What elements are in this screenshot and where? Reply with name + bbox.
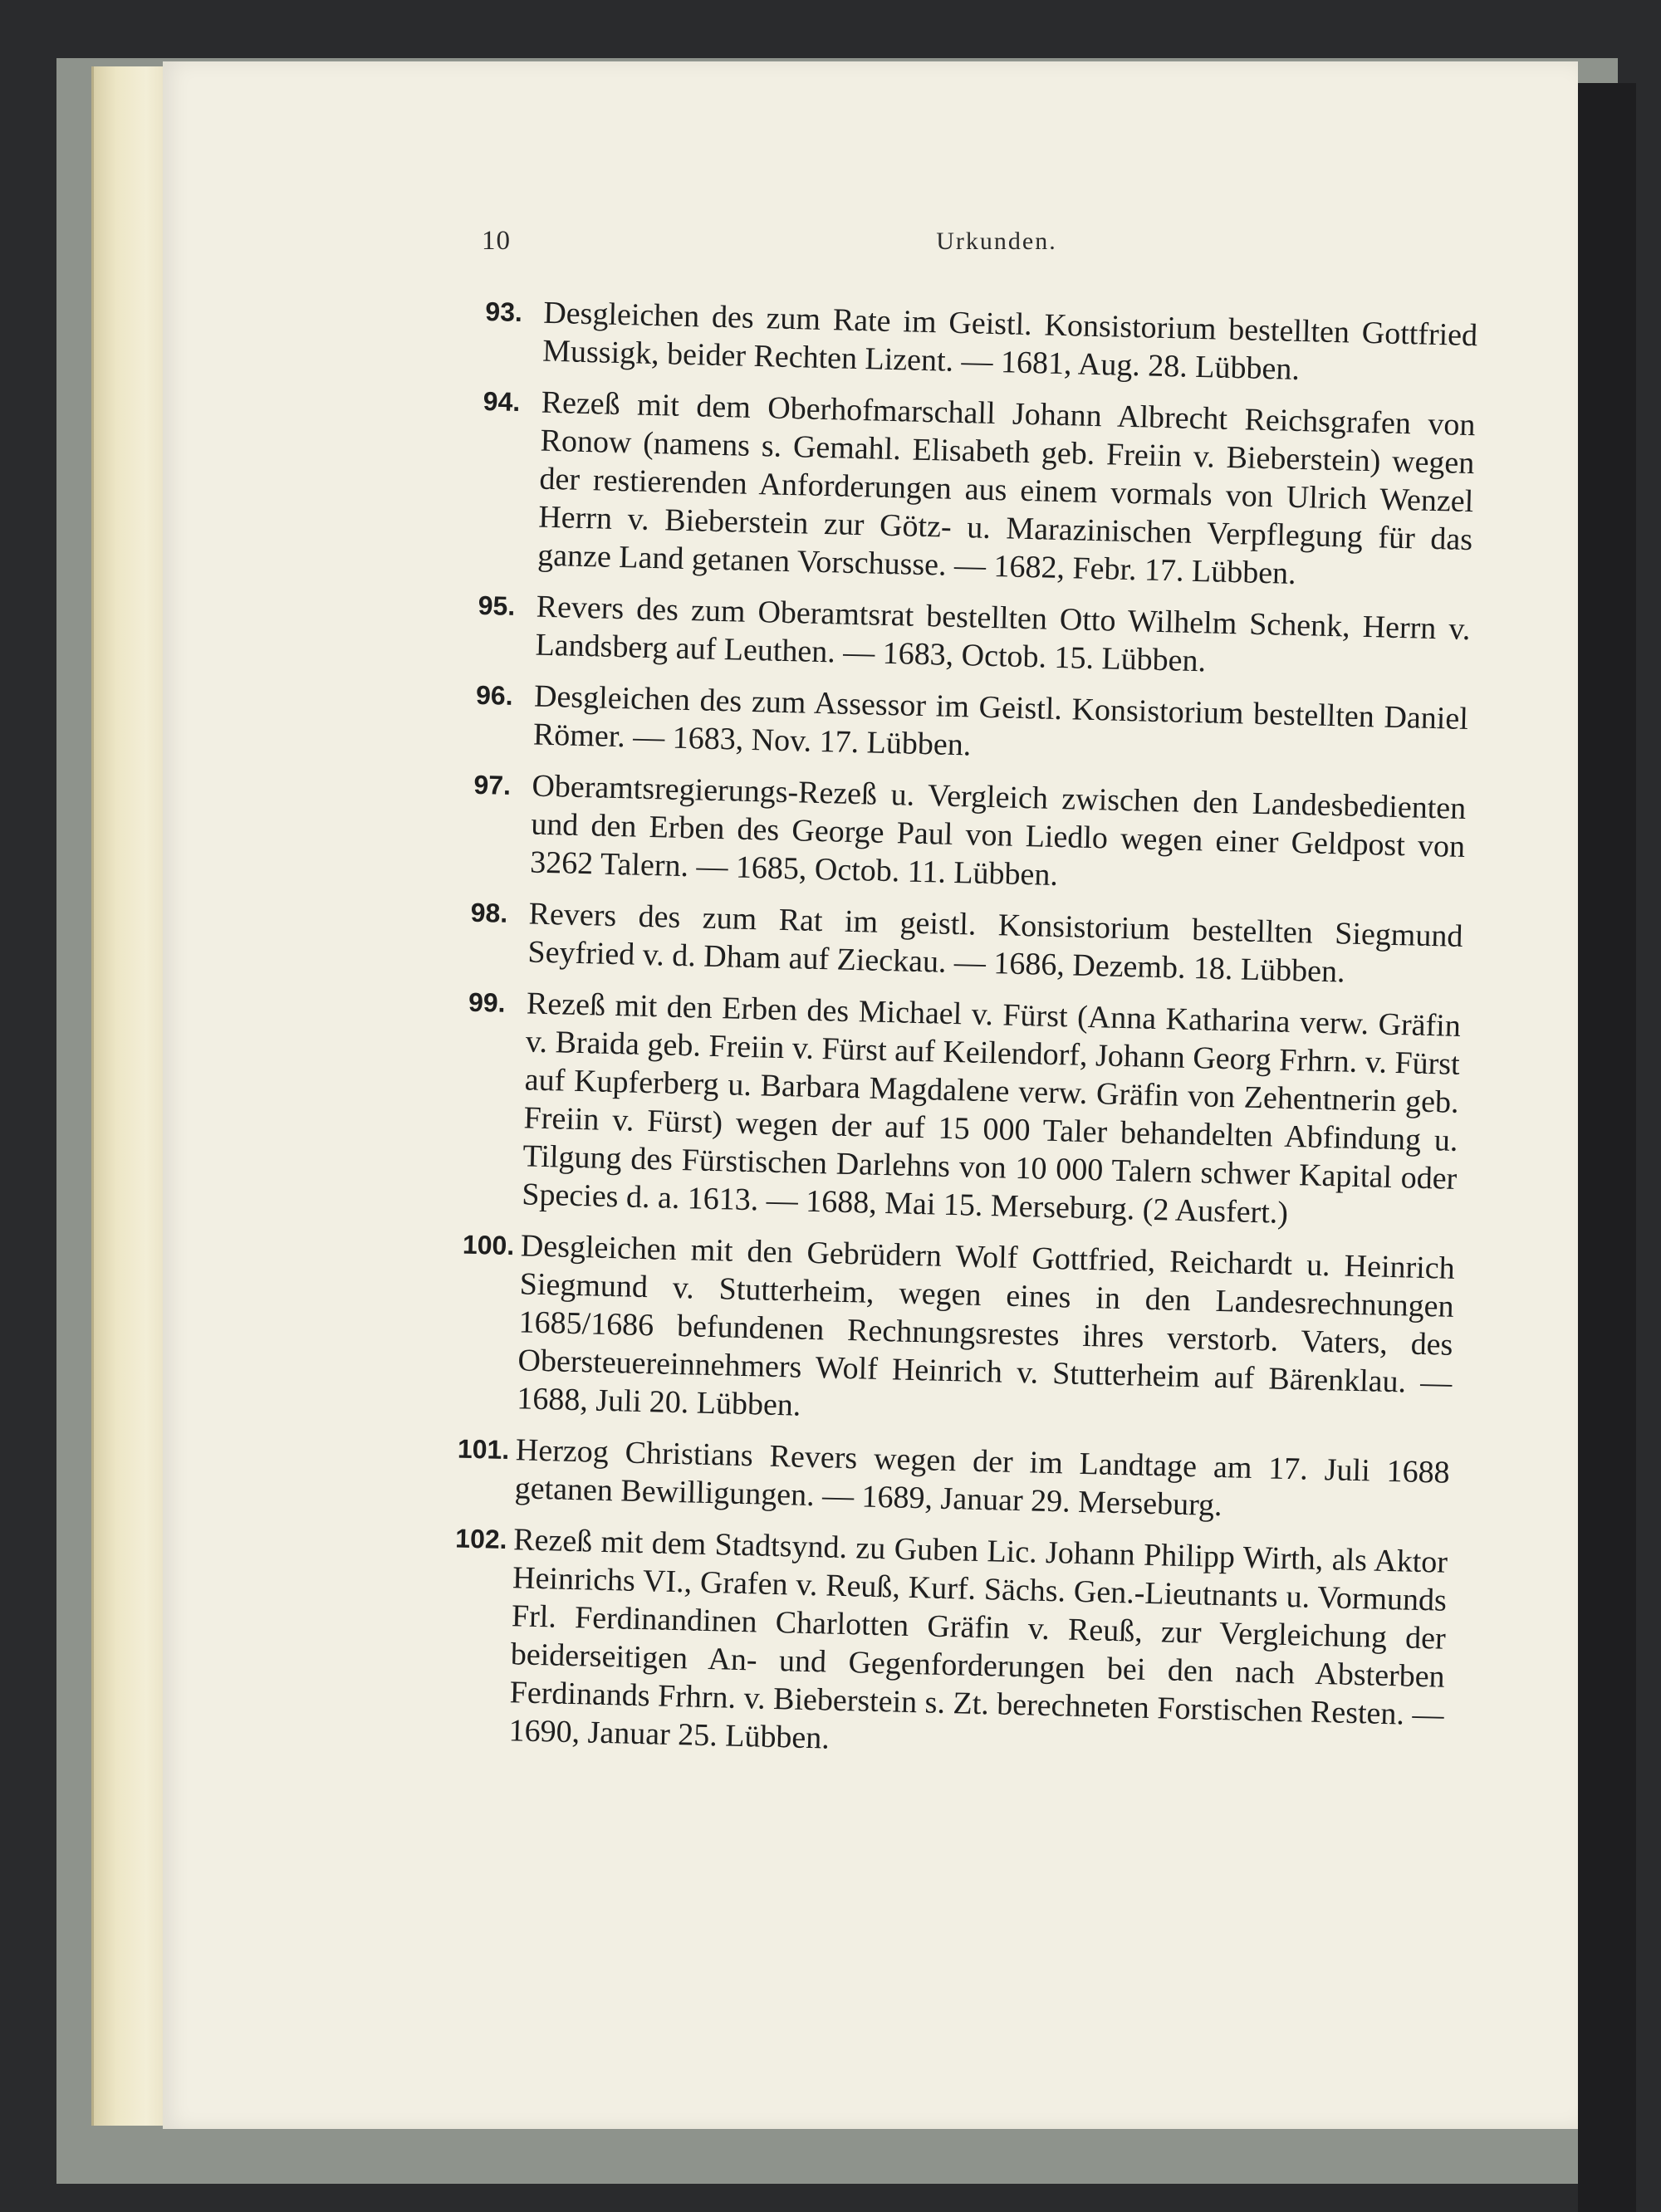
document-entries: [450, 292, 1478, 1786]
right-background: [1578, 83, 1636, 2212]
entry-text: Rezeß mit den Erben des Michael v. Fürst (Anna Katharina verw. Gräfin v. Braida geb. Freiin v. Fürst auf Keilendorf, Johann Georg Frhrn. v. Fürst auf Kupferberg u. Barbara Magdalene verw. Gräfin von Zehentnerin geb. Freiin v. Fürst) wegen der auf 15 000 Taler behandelten Abfindung u. Tilgung des Fürstischen Darlehns von 10 000 Talern schwer Kapital oder Species d. a. 1613. — 1688, Mai 15. Merseburg. (2 Ausfert.): [521, 986, 1462, 1231]
page-number: 10: [482, 226, 511, 256]
entry-text: Revers des zum Oberamtsrat bestellten Otto Wilhelm Schenk, Herrn v. Landsberg auf Leuthen. — 1683, Octob. 15. Lübben.: [535, 589, 1471, 679]
entry-number: 97.: [473, 769, 512, 800]
entry-text: Oberamtsregierungs-Rezeß u. Vergleich zwischen den Landesbedienten und den Erben des George Paul von Liedlo wegen einer Geldpost von 3262 Talern. — 1685, Octob. 11. Lübben.: [529, 768, 1467, 893]
entry-102: [450, 1520, 1448, 1773]
entry-94: [479, 382, 1476, 597]
entry-99: [463, 983, 1461, 1236]
entry-text: Desgleichen des zum Rate im Geistl. Konsistorium bestellten Gottfried Mussigk, beider Rechten Lizent. — 1681, Aug. 28. Lübben.: [541, 295, 1478, 387]
running-title: Urkunden.: [936, 228, 1057, 255]
entry-number: 98.: [470, 897, 508, 928]
entry-number: 94.: [483, 385, 521, 418]
entry-number: 96.: [475, 679, 514, 711]
entry-97: [472, 766, 1467, 904]
entry-number: 93.: [484, 296, 523, 328]
entry-text: Rezeß mit dem Oberhofmarschall Johann Albrecht Reichsgrafen von Ronow (namens s. Gemahl. Elisabeth geb. Freiin v. Bieberstein) wegen der restierenden Anforderungen aus einem vormals von Ulrich Wenzel Herrn v. Bieberstein zur Götz- u. Marazinischen Verpflegung für das ganze Land getanen Vorschusse. — 1682, Febr. 17. Lübben.: [537, 384, 1476, 591]
entry-number: 99.: [468, 986, 507, 1018]
entry-text: Rezeß mit dem Stadtsynd. zu Guben Lic. Johann Philipp Wirth, als Aktor Heinrichs VI., Grafen v. Reuß, Kurf. Sächs. Gen.-Lieutnants u. Vormunds Frl. Ferdinandinen Charlotten Gräfin v. Reuß, zur Vergleichung der beiderseitigen An- und Gegenforderungen bei den nach Absterben Ferdinands Frhrn. v. Bieberstein s. Zt. berechneten Forstischen Resten. — 1690, Januar 25. Lübben.: [508, 1522, 1448, 1756]
entry-number: 102.: [454, 1523, 508, 1555]
entry-98: [469, 893, 1463, 994]
page-stack-edge: [91, 66, 169, 2126]
entry-text: Herzog Christians Revers wegen der im Landtage am 17. Juli 1688 getanen Bewilligungen. — 1689, Januar 29. Merseburg.: [514, 1432, 1451, 1524]
entry-text: Desgleichen des zum Assessor im Geistl. Konsistorium bestellten Daniel Römer. — 1683, Nov. 17. Lübben.: [532, 678, 1469, 763]
entry-text: Desgleichen mit den Gebrüdern Wolf Gottfried, Reichardt u. Heinrich Siegmund v. Stutterheim, wegen eines in den Landesrechnungen 1685/1686 befundenen Rechnungsrestes ihres verstorb. Vaters, des Obersteuereinnehmers Wolf Heinrich v. Stutterheim auf Bärenklau. — 1688, Juli 20. Lübben.: [516, 1228, 1456, 1423]
entry-100: [458, 1226, 1455, 1441]
entry-96: [474, 676, 1468, 776]
entry-number: 95.: [478, 590, 516, 621]
entry-text: Revers des zum Rat im geistl. Konsistorium bestellten Siegmund Seyfried v. d. Dham auf Zieckau. — 1686, Dezemb. 18. Lübben.: [527, 896, 1463, 990]
entry-95: [477, 586, 1471, 687]
entry-number: 100.: [462, 1229, 515, 1261]
entry-number: 101.: [457, 1433, 510, 1466]
running-head: [482, 226, 1512, 267]
entry-101: [456, 1430, 1450, 1530]
